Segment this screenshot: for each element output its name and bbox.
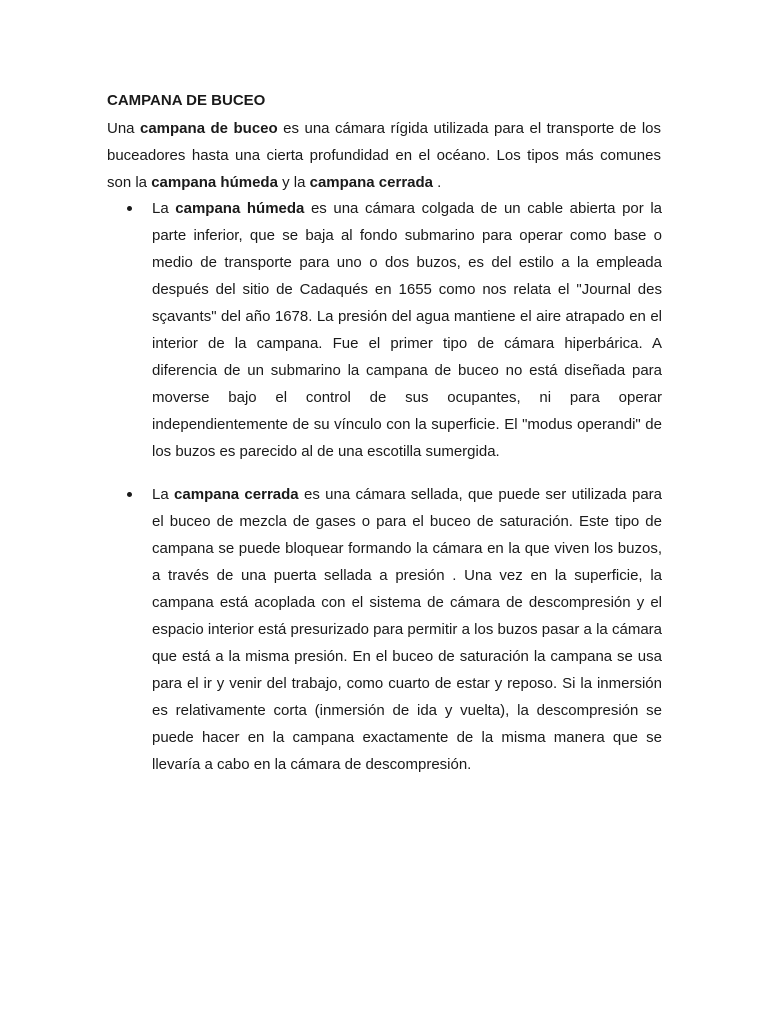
intro-bold-campana-cerrada: campana cerrada [309,174,434,191]
item-text-1: La [152,486,175,503]
intro-paragraph [107,115,661,196]
bullet-icon [127,206,132,211]
list-item-paragraph [152,481,662,778]
intro-text-4: . [433,174,442,191]
intro-bold-campana-humeda: campana húmeda [151,174,278,191]
list-item-campana-cerrada [152,481,662,778]
list-item-paragraph [152,195,662,465]
item-text-2: es una cámara sellada, que puede ser utilizada para el buceo de mezcla de gases o para el buceo de saturación. Este tipo de campana se puede bloquear formando la cámara en la que viven los buzos, a través de una puerta sellada a presión . Una vez en la superficie, la campana está acoplada con el sistema de cámara de descompresión y el espacio interior está presurizado para permitir a los buzos pasar a la cámara que está a la misma presión. En el buceo de saturación la campana se usa para el ir y venir del trabajo, como cuarto de estar y reposo. Si la inmersión es relativamente corta (inmersión de ida y vuelta), la descompresión se puede hacer en la campana exactamente de la misma manera que se llevaría a cabo en la cámara de descompresión. [152,486,663,773]
document-title: CAMPANA DE BUCEO [107,92,266,109]
intro-text-2: es una cámara rígida utilizada para el transporte de los buceadores hasta una cierta profundidad en el océano. Los tipos más comunes son la [107,120,661,191]
bullet-icon [127,492,132,497]
item-text-2: es una cámara colgada de un cable abierta por la parte inferior, que se baja al fondo submarino para operar como base o medio de transporte para uno o dos buzos, es del estilo a la empleada después del sitio de Cadaqués en 1655 como nos relata el "Journal des sçavants" del año 1678. La presión del agua mantiene el aire atrapado en el interior de la campana. Fue el primer tipo de cámara hiperbárica. A diferencia de un submarino la campana de buceo no está diseñada para moverse bajo el control de sus ocupantes, ni para operar independientemente de su vínculo con la superficie. El "modus operandi" de los buzos es parecido al de una escotilla sumergida. [152,200,662,460]
item-bold-term: campana húmeda [175,200,305,217]
item-bold-term: campana cerrada [174,486,299,503]
intro-text-3: y la [277,174,310,191]
intro-bold-campana-de-buceo: campana de buceo [140,120,278,137]
list-item-campana-humeda [152,195,662,465]
item-text-1: La [152,200,176,217]
intro-text-1: Una [107,120,140,137]
